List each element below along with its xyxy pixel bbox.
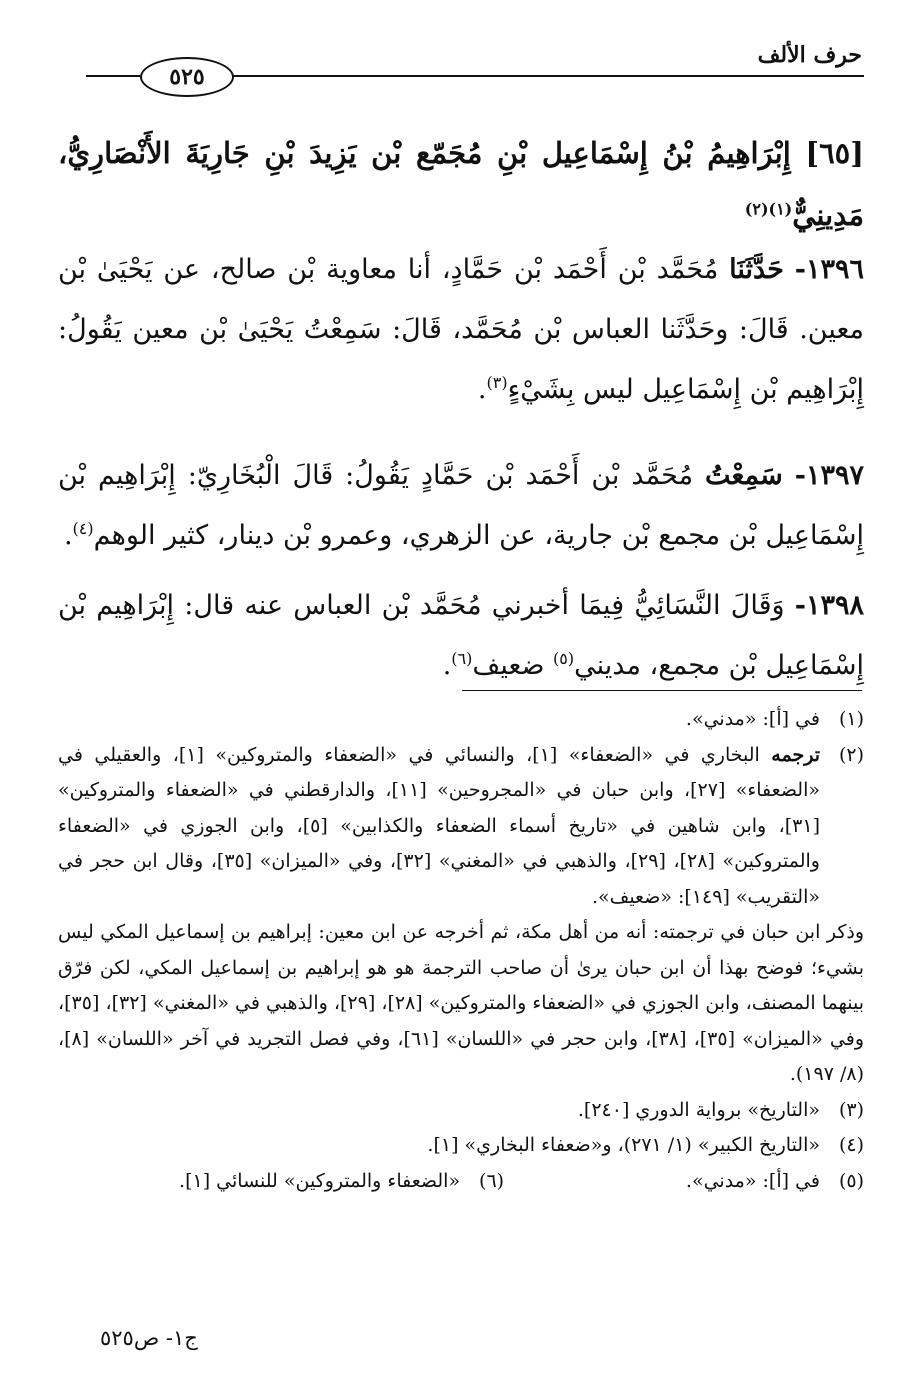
- footnote: [58, 738, 864, 916]
- footnote: [58, 1164, 504, 1200]
- entry-heading-text: [٦٥] إِبْرَاهِيمُ بْنُ إِسْمَاعِيل بْنِ مُجَمّع بْن يَزِيدَ بْنِ جَارِيَةَ الأَنْصَارِيُّ، مَدِينِيٌّ: [58, 136, 864, 232]
- footnote: [58, 702, 864, 738]
- footnote-ref: (٦): [451, 649, 473, 668]
- narration-paragraph: [58, 446, 864, 566]
- footnotes-section: [58, 702, 864, 1199]
- footnote-separator: [462, 690, 862, 691]
- footnote-continuation: وذكر ابن حبان في ترجمته: أنه من أهل مكة، ثم أخرجه عن ابن معين: إبراهيم بن إسماعيل المكي ليس بشيء؛ فوضح بهذا أن ابن حبان يرىٰ أن صاحب الترجمة هو هو إبراهيم بن إسماعيل المكي، لكن فرّق بينهما المصنف، وابن الجوزي في «الضعفاء والمتروكين» [٢٨]، [٢٩]، والذهبي في «المغني» [٣٢]، [٣٥]، وفي «الميزان» [٣٥]، [٣٨]، وابن حجر في «اللسان» [٦١]، وفي فصل التجريد في آخر «اللسان» [٨]، (٨/ ١٩٧).: [58, 921, 865, 1085]
- running-header-title: حرف الألف: [757, 42, 862, 68]
- narration-number: ١٣٩٦-: [794, 254, 864, 285]
- page-number: ٥٢٥: [169, 64, 205, 90]
- footnote-ref: (٣): [486, 373, 508, 392]
- narration-end: .: [442, 650, 452, 681]
- footnote-mark: (٤): [838, 1134, 864, 1156]
- footnote-ref: (٤): [72, 519, 94, 538]
- entry-heading-notes: (١)(٢): [744, 199, 793, 219]
- narration-lead: حَدَّثَنَا: [729, 254, 784, 285]
- footnote-row: [58, 1164, 864, 1200]
- narration-text-tail: ضعيف: [472, 650, 554, 681]
- footnote-mark: (٥): [838, 1169, 864, 1192]
- footnote-text: في [أ]: «مدني».: [685, 1169, 820, 1192]
- page-number-badge: [140, 57, 234, 97]
- volume-page-reference: ج١- ص٥٢٥: [100, 1326, 198, 1350]
- entry-heading: [58, 122, 864, 246]
- footnote-text: البخاري في «الضعفاء» [١]، والنسائي في «الضعفاء والمتروكين» [١]، والعقيلي في «الضعفاء» [٢٧]، وابن حبان في «المجروحين» [١١]، والدارقطني في «الضعفاء والمتروكين» [٣١]، وابن شاهين في «تاريخ أسماء الضعفاء والكذابين» [٥]، وابن الجوزي في «الضعفاء والمتروكين» [٢٨]، [٢٩]، والذهبي في «المغني» [٣٢]، وفي «الميزان» [٣٥]، وقال ابن حجر في «التقريب» [١٤٩]: «ضعيف».: [58, 743, 821, 908]
- footnote-mark: (١): [838, 708, 864, 730]
- narration-text: وَقَالَ النَّسَائِيُّ فِيمَا أخبرني مُحَمَّد بْن العباس عنه قال: إِبْرَاهِيم بْن إِسْمَاعِيل بْن مجمع، مديني: [58, 590, 864, 681]
- footnote-text: «التاريخ» برواية الدوري [٢٤٠].: [577, 1098, 820, 1121]
- footnote-text: في [أ]: «مدني».: [685, 708, 820, 730]
- narration-text: مُحَمَّد بْن أَحْمَد بْن حَمَّادٍ، أنا معاوية بْن صالح، عن يَحْيَىٰ بْن معين. قَالَ: وحَدَّثَنا العباس بْن مُحَمَّد، قَالَ: سَمِعْتُ يَحْيَىٰ بْن معين يَقُولُ: إِبْرَاهِيم بْن إِسْمَاعِيل ليس بِشَيْءٍ: [58, 254, 864, 405]
- footnote-text: «التاريخ الكبير» (١/ ٢٧١)، و«ضعفاء البخاري» [١].: [427, 1134, 820, 1156]
- footnote-text: «الضعفاء والمتروكين» للنسائي [١].: [179, 1169, 461, 1192]
- narration-end: .: [477, 374, 487, 405]
- footnote: [58, 1128, 864, 1164]
- narration-paragraph: [58, 240, 864, 420]
- footnote-mark: (٦): [479, 1169, 505, 1192]
- narration-end: .: [63, 520, 73, 551]
- footnote-lead: ترجمه: [771, 743, 820, 766]
- narration-text: مُحَمَّد بْن أَحْمَد بْن حَمَّادٍ يَقُولُ: قَالَ الْبُخَارِيّ: إِبْرَاهِيم بْن إِسْمَاعِيل بْن مجمع بْن جارية، عن الزهري، وعمرو بْن دينار، كثير الوهم: [58, 460, 864, 551]
- narration-lead: سَمِعْتُ: [705, 460, 783, 491]
- narration-paragraph: [58, 576, 864, 696]
- footnote: [504, 1164, 864, 1200]
- footnote-ref: (٥): [553, 649, 575, 668]
- footnote: [58, 1093, 864, 1129]
- footnote-mark: (٢): [838, 743, 864, 766]
- footnote-mark: (٣): [838, 1098, 864, 1121]
- narration-number: ١٣٩٧-: [794, 460, 864, 491]
- narration-number: ١٣٩٨-: [794, 590, 864, 621]
